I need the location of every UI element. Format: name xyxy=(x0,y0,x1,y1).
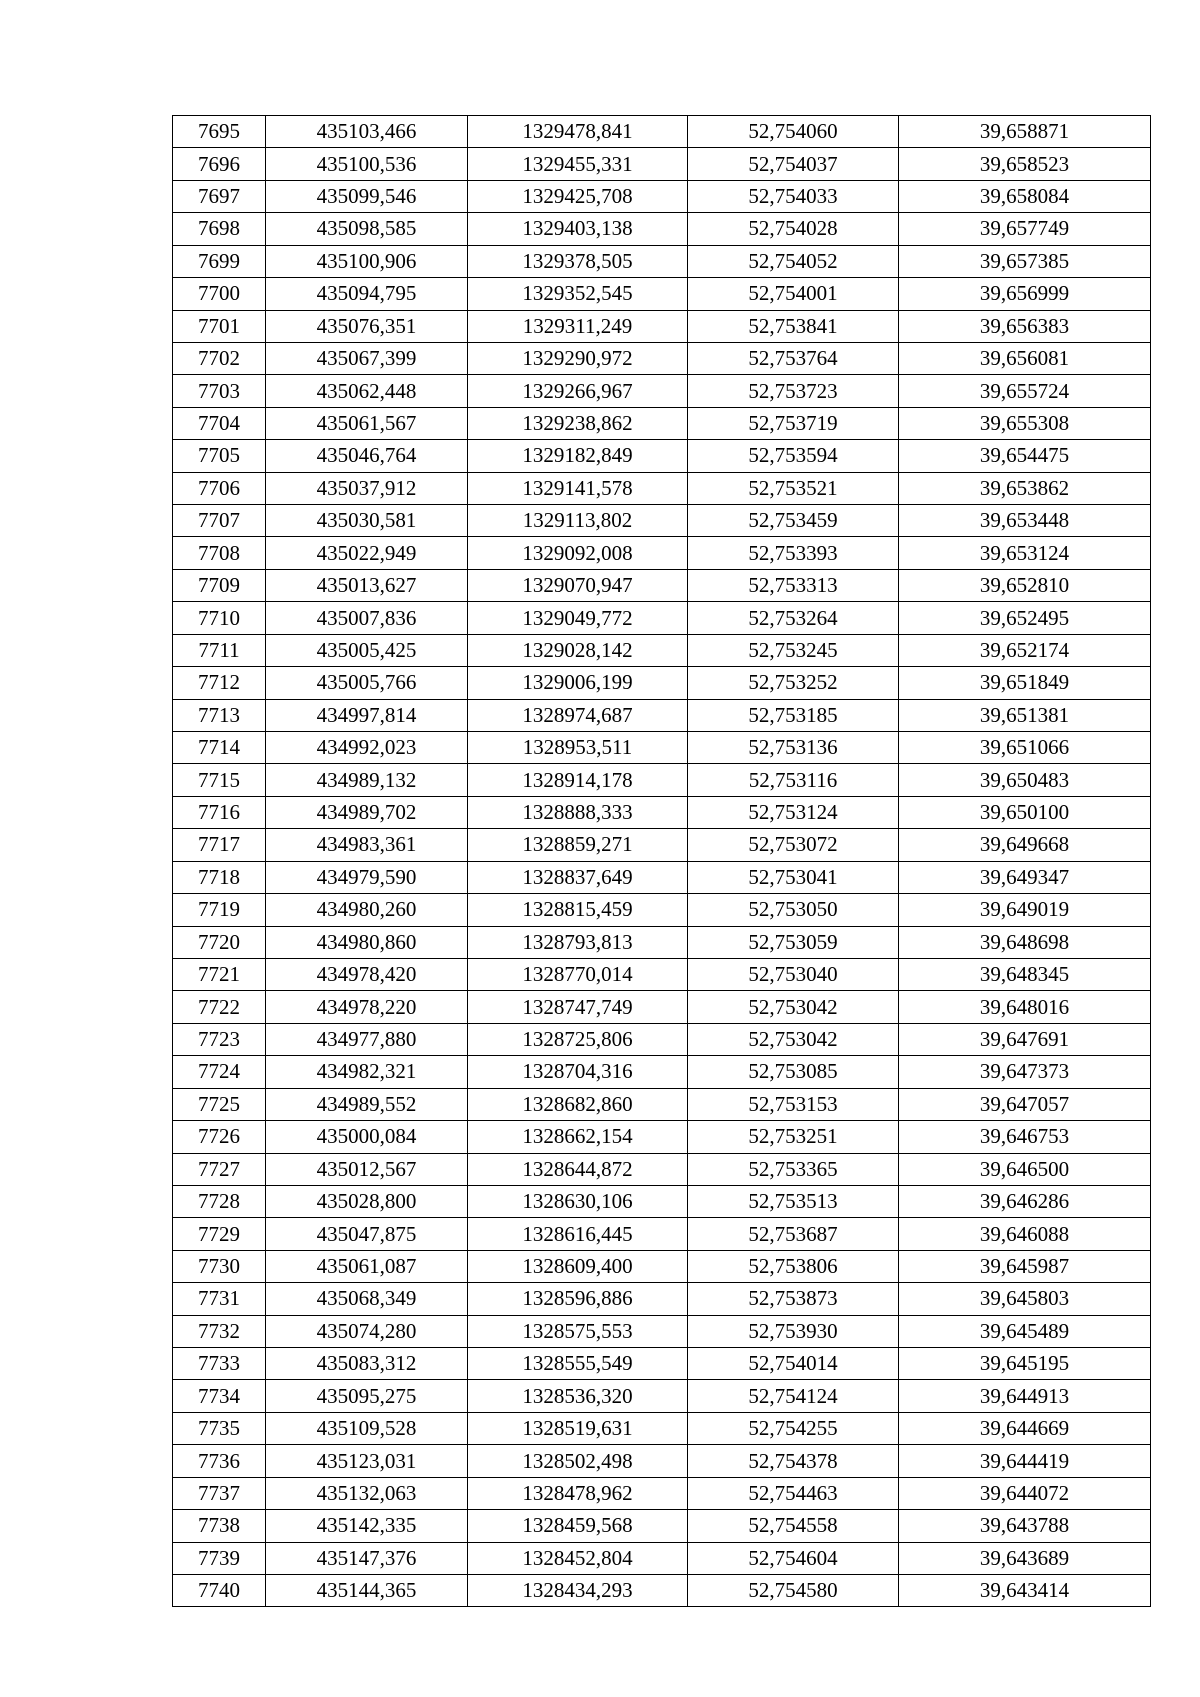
y-coordinate-cell: 1328519,631 xyxy=(468,1412,688,1444)
table-row xyxy=(173,796,1151,828)
longitude-cell: 39,657749 xyxy=(899,213,1151,245)
point-number-cell: 7714 xyxy=(173,732,266,764)
y-coordinate-cell: 1329378,505 xyxy=(468,245,688,277)
y-coordinate-cell: 1328555,549 xyxy=(468,1348,688,1380)
latitude-cell: 52,753041 xyxy=(688,861,899,893)
latitude-cell: 52,753264 xyxy=(688,602,899,634)
y-coordinate-cell: 1328452,804 xyxy=(468,1542,688,1574)
y-coordinate-cell: 1328747,749 xyxy=(468,991,688,1023)
y-coordinate-cell: 1328793,813 xyxy=(468,926,688,958)
x-coordinate-cell: 435005,425 xyxy=(266,634,468,666)
point-number-cell: 7740 xyxy=(173,1574,266,1606)
latitude-cell: 52,754124 xyxy=(688,1380,899,1412)
point-number-cell: 7729 xyxy=(173,1218,266,1250)
table-row xyxy=(173,602,1151,634)
x-coordinate-cell: 434982,321 xyxy=(266,1056,468,1088)
point-number-cell: 7701 xyxy=(173,310,266,342)
table-row xyxy=(173,1510,1151,1542)
longitude-cell: 39,648345 xyxy=(899,958,1151,990)
longitude-cell: 39,653862 xyxy=(899,472,1151,504)
point-number-cell: 7733 xyxy=(173,1348,266,1380)
x-coordinate-cell: 435094,795 xyxy=(266,278,468,310)
y-coordinate-cell: 1328662,154 xyxy=(468,1121,688,1153)
longitude-cell: 39,653124 xyxy=(899,537,1151,569)
longitude-cell: 39,648016 xyxy=(899,991,1151,1023)
latitude-cell: 52,753393 xyxy=(688,537,899,569)
x-coordinate-cell: 434983,361 xyxy=(266,829,468,861)
y-coordinate-cell: 1329182,849 xyxy=(468,440,688,472)
longitude-cell: 39,647373 xyxy=(899,1056,1151,1088)
longitude-cell: 39,658084 xyxy=(899,180,1151,212)
longitude-cell: 39,645489 xyxy=(899,1315,1151,1347)
latitude-cell: 52,753251 xyxy=(688,1121,899,1153)
longitude-cell: 39,656383 xyxy=(899,310,1151,342)
latitude-cell: 52,754037 xyxy=(688,148,899,180)
latitude-cell: 52,753040 xyxy=(688,958,899,990)
latitude-cell: 52,753806 xyxy=(688,1250,899,1282)
point-number-cell: 7709 xyxy=(173,569,266,601)
point-number-cell: 7700 xyxy=(173,278,266,310)
latitude-cell: 52,753513 xyxy=(688,1185,899,1217)
point-number-cell: 7739 xyxy=(173,1542,266,1574)
x-coordinate-cell: 435109,528 xyxy=(266,1412,468,1444)
latitude-cell: 52,753059 xyxy=(688,926,899,958)
latitude-cell: 52,753072 xyxy=(688,829,899,861)
table-row xyxy=(173,829,1151,861)
point-number-cell: 7706 xyxy=(173,472,266,504)
table-row xyxy=(173,310,1151,342)
table-row xyxy=(173,1153,1151,1185)
longitude-cell: 39,645803 xyxy=(899,1283,1151,1315)
point-number-cell: 7698 xyxy=(173,213,266,245)
x-coordinate-cell: 435099,546 xyxy=(266,180,468,212)
longitude-cell: 39,643414 xyxy=(899,1574,1151,1606)
latitude-cell: 52,753085 xyxy=(688,1056,899,1088)
latitude-cell: 52,754604 xyxy=(688,1542,899,1574)
x-coordinate-cell: 435098,585 xyxy=(266,213,468,245)
y-coordinate-cell: 1329478,841 xyxy=(468,116,688,148)
table-row xyxy=(173,699,1151,731)
table-row xyxy=(173,991,1151,1023)
latitude-cell: 52,753687 xyxy=(688,1218,899,1250)
table-row xyxy=(173,1121,1151,1153)
x-coordinate-cell: 434989,132 xyxy=(266,764,468,796)
point-number-cell: 7737 xyxy=(173,1477,266,1509)
x-coordinate-cell: 435142,335 xyxy=(266,1510,468,1542)
point-number-cell: 7699 xyxy=(173,245,266,277)
y-coordinate-cell: 1329049,772 xyxy=(468,602,688,634)
latitude-cell: 52,753723 xyxy=(688,375,899,407)
point-number-cell: 7730 xyxy=(173,1250,266,1282)
y-coordinate-cell: 1329425,708 xyxy=(468,180,688,212)
x-coordinate-cell: 435074,280 xyxy=(266,1315,468,1347)
x-coordinate-cell: 435005,766 xyxy=(266,667,468,699)
latitude-cell: 52,754052 xyxy=(688,245,899,277)
x-coordinate-cell: 435076,351 xyxy=(266,310,468,342)
y-coordinate-cell: 1329006,199 xyxy=(468,667,688,699)
table-row xyxy=(173,148,1151,180)
y-coordinate-cell: 1328609,400 xyxy=(468,1250,688,1282)
x-coordinate-cell: 434989,552 xyxy=(266,1088,468,1120)
y-coordinate-cell: 1328575,553 xyxy=(468,1315,688,1347)
x-coordinate-cell: 435007,836 xyxy=(266,602,468,634)
point-number-cell: 7727 xyxy=(173,1153,266,1185)
point-number-cell: 7738 xyxy=(173,1510,266,1542)
y-coordinate-cell: 1329028,142 xyxy=(468,634,688,666)
longitude-cell: 39,647057 xyxy=(899,1088,1151,1120)
x-coordinate-cell: 434978,420 xyxy=(266,958,468,990)
table-row xyxy=(173,1218,1151,1250)
point-number-cell: 7720 xyxy=(173,926,266,958)
point-number-cell: 7716 xyxy=(173,796,266,828)
x-coordinate-cell: 435144,365 xyxy=(266,1574,468,1606)
longitude-cell: 39,652174 xyxy=(899,634,1151,666)
point-number-cell: 7718 xyxy=(173,861,266,893)
table-row xyxy=(173,764,1151,796)
longitude-cell: 39,645195 xyxy=(899,1348,1151,1380)
longitude-cell: 39,650100 xyxy=(899,796,1151,828)
x-coordinate-cell: 435061,087 xyxy=(266,1250,468,1282)
latitude-cell: 52,753124 xyxy=(688,796,899,828)
longitude-cell: 39,658871 xyxy=(899,116,1151,148)
table-row xyxy=(173,342,1151,374)
y-coordinate-cell: 1328953,511 xyxy=(468,732,688,764)
y-coordinate-cell: 1328630,106 xyxy=(468,1185,688,1217)
x-coordinate-cell: 435000,084 xyxy=(266,1121,468,1153)
table-row xyxy=(173,537,1151,569)
latitude-cell: 52,753116 xyxy=(688,764,899,796)
y-coordinate-cell: 1329290,972 xyxy=(468,342,688,374)
point-number-cell: 7731 xyxy=(173,1283,266,1315)
point-number-cell: 7708 xyxy=(173,537,266,569)
longitude-cell: 39,644419 xyxy=(899,1445,1151,1477)
x-coordinate-cell: 435103,466 xyxy=(266,116,468,148)
longitude-cell: 39,657385 xyxy=(899,245,1151,277)
x-coordinate-cell: 435037,912 xyxy=(266,472,468,504)
longitude-cell: 39,651066 xyxy=(899,732,1151,764)
latitude-cell: 52,753521 xyxy=(688,472,899,504)
longitude-cell: 39,649668 xyxy=(899,829,1151,861)
y-coordinate-cell: 1328536,320 xyxy=(468,1380,688,1412)
x-coordinate-cell: 435100,536 xyxy=(266,148,468,180)
point-number-cell: 7711 xyxy=(173,634,266,666)
latitude-cell: 52,753042 xyxy=(688,991,899,1023)
point-number-cell: 7717 xyxy=(173,829,266,861)
longitude-cell: 39,656999 xyxy=(899,278,1151,310)
x-coordinate-cell: 435030,581 xyxy=(266,505,468,537)
latitude-cell: 52,753873 xyxy=(688,1283,899,1315)
latitude-cell: 52,753930 xyxy=(688,1315,899,1347)
x-coordinate-cell: 435028,800 xyxy=(266,1185,468,1217)
y-coordinate-cell: 1328770,014 xyxy=(468,958,688,990)
table-row xyxy=(173,116,1151,148)
longitude-cell: 39,656081 xyxy=(899,342,1151,374)
latitude-cell: 52,754255 xyxy=(688,1412,899,1444)
point-number-cell: 7710 xyxy=(173,602,266,634)
point-number-cell: 7723 xyxy=(173,1023,266,1055)
y-coordinate-cell: 1329403,138 xyxy=(468,213,688,245)
y-coordinate-cell: 1329092,008 xyxy=(468,537,688,569)
longitude-cell: 39,649347 xyxy=(899,861,1151,893)
latitude-cell: 52,753764 xyxy=(688,342,899,374)
x-coordinate-cell: 434980,260 xyxy=(266,894,468,926)
table-row xyxy=(173,472,1151,504)
y-coordinate-cell: 1328478,962 xyxy=(468,1477,688,1509)
point-number-cell: 7725 xyxy=(173,1088,266,1120)
longitude-cell: 39,652495 xyxy=(899,602,1151,634)
x-coordinate-cell: 434989,702 xyxy=(266,796,468,828)
table-row xyxy=(173,732,1151,764)
y-coordinate-cell: 1328502,498 xyxy=(468,1445,688,1477)
x-coordinate-cell: 435147,376 xyxy=(266,1542,468,1574)
y-coordinate-cell: 1328644,872 xyxy=(468,1153,688,1185)
latitude-cell: 52,754580 xyxy=(688,1574,899,1606)
y-coordinate-cell: 1329266,967 xyxy=(468,375,688,407)
point-number-cell: 7707 xyxy=(173,505,266,537)
table-row xyxy=(173,1023,1151,1055)
longitude-cell: 39,655724 xyxy=(899,375,1151,407)
latitude-cell: 52,753185 xyxy=(688,699,899,731)
point-number-cell: 7735 xyxy=(173,1412,266,1444)
y-coordinate-cell: 1328725,806 xyxy=(468,1023,688,1055)
longitude-cell: 39,644072 xyxy=(899,1477,1151,1509)
point-number-cell: 7715 xyxy=(173,764,266,796)
table-row xyxy=(173,440,1151,472)
point-number-cell: 7722 xyxy=(173,991,266,1023)
y-coordinate-cell: 1328974,687 xyxy=(468,699,688,731)
table-row xyxy=(173,1185,1151,1217)
latitude-cell: 52,753252 xyxy=(688,667,899,699)
latitude-cell: 52,754378 xyxy=(688,1445,899,1477)
longitude-cell: 39,653448 xyxy=(899,505,1151,537)
x-coordinate-cell: 435062,448 xyxy=(266,375,468,407)
longitude-cell: 39,651849 xyxy=(899,667,1151,699)
y-coordinate-cell: 1328914,178 xyxy=(468,764,688,796)
point-number-cell: 7704 xyxy=(173,407,266,439)
longitude-cell: 39,658523 xyxy=(899,148,1151,180)
longitude-cell: 39,652810 xyxy=(899,569,1151,601)
x-coordinate-cell: 435123,031 xyxy=(266,1445,468,1477)
x-coordinate-cell: 434980,860 xyxy=(266,926,468,958)
latitude-cell: 52,753136 xyxy=(688,732,899,764)
latitude-cell: 52,754060 xyxy=(688,116,899,148)
latitude-cell: 52,753153 xyxy=(688,1088,899,1120)
table-row xyxy=(173,1250,1151,1282)
table-row xyxy=(173,894,1151,926)
longitude-cell: 39,648698 xyxy=(899,926,1151,958)
latitude-cell: 52,754033 xyxy=(688,180,899,212)
coordinates-table-body xyxy=(173,116,1151,1607)
y-coordinate-cell: 1329238,862 xyxy=(468,407,688,439)
point-number-cell: 7697 xyxy=(173,180,266,212)
longitude-cell: 39,646500 xyxy=(899,1153,1151,1185)
y-coordinate-cell: 1329141,578 xyxy=(468,472,688,504)
point-number-cell: 7719 xyxy=(173,894,266,926)
x-coordinate-cell: 435095,275 xyxy=(266,1380,468,1412)
table-row xyxy=(173,634,1151,666)
latitude-cell: 52,753050 xyxy=(688,894,899,926)
table-row xyxy=(173,1380,1151,1412)
table-row xyxy=(173,245,1151,277)
point-number-cell: 7712 xyxy=(173,667,266,699)
x-coordinate-cell: 434979,590 xyxy=(266,861,468,893)
x-coordinate-cell: 435047,875 xyxy=(266,1218,468,1250)
x-coordinate-cell: 435132,063 xyxy=(266,1477,468,1509)
latitude-cell: 52,753594 xyxy=(688,440,899,472)
y-coordinate-cell: 1328888,333 xyxy=(468,796,688,828)
y-coordinate-cell: 1328616,445 xyxy=(468,1218,688,1250)
longitude-cell: 39,647691 xyxy=(899,1023,1151,1055)
y-coordinate-cell: 1328459,568 xyxy=(468,1510,688,1542)
point-number-cell: 7736 xyxy=(173,1445,266,1477)
latitude-cell: 52,753313 xyxy=(688,569,899,601)
longitude-cell: 39,643788 xyxy=(899,1510,1151,1542)
table-row xyxy=(173,667,1151,699)
longitude-cell: 39,643689 xyxy=(899,1542,1151,1574)
table-row xyxy=(173,861,1151,893)
x-coordinate-cell: 435046,764 xyxy=(266,440,468,472)
longitude-cell: 39,646286 xyxy=(899,1185,1151,1217)
table-row xyxy=(173,1574,1151,1606)
x-coordinate-cell: 434977,880 xyxy=(266,1023,468,1055)
y-coordinate-cell: 1329352,545 xyxy=(468,278,688,310)
x-coordinate-cell: 434997,814 xyxy=(266,699,468,731)
table-row xyxy=(173,1283,1151,1315)
x-coordinate-cell: 435083,312 xyxy=(266,1348,468,1380)
point-number-cell: 7702 xyxy=(173,342,266,374)
table-row xyxy=(173,1348,1151,1380)
y-coordinate-cell: 1329311,249 xyxy=(468,310,688,342)
latitude-cell: 52,753841 xyxy=(688,310,899,342)
x-coordinate-cell: 435100,906 xyxy=(266,245,468,277)
longitude-cell: 39,651381 xyxy=(899,699,1151,731)
x-coordinate-cell: 435012,567 xyxy=(266,1153,468,1185)
longitude-cell: 39,646753 xyxy=(899,1121,1151,1153)
table-row xyxy=(173,1412,1151,1444)
longitude-cell: 39,646088 xyxy=(899,1218,1151,1250)
table-row xyxy=(173,569,1151,601)
y-coordinate-cell: 1328704,316 xyxy=(468,1056,688,1088)
longitude-cell: 39,645987 xyxy=(899,1250,1151,1282)
x-coordinate-cell: 435068,349 xyxy=(266,1283,468,1315)
table-row xyxy=(173,1315,1151,1347)
table-row xyxy=(173,1542,1151,1574)
latitude-cell: 52,754558 xyxy=(688,1510,899,1542)
table-row xyxy=(173,505,1151,537)
table-row xyxy=(173,1056,1151,1088)
table-row xyxy=(173,407,1151,439)
longitude-cell: 39,649019 xyxy=(899,894,1151,926)
latitude-cell: 52,753459 xyxy=(688,505,899,537)
longitude-cell: 39,644669 xyxy=(899,1412,1151,1444)
x-coordinate-cell: 435061,567 xyxy=(266,407,468,439)
table-row xyxy=(173,926,1151,958)
table-row xyxy=(173,1088,1151,1120)
point-number-cell: 7721 xyxy=(173,958,266,990)
latitude-cell: 52,754014 xyxy=(688,1348,899,1380)
table-row xyxy=(173,958,1151,990)
point-number-cell: 7713 xyxy=(173,699,266,731)
point-number-cell: 7732 xyxy=(173,1315,266,1347)
point-number-cell: 7726 xyxy=(173,1121,266,1153)
y-coordinate-cell: 1328596,886 xyxy=(468,1283,688,1315)
table-row xyxy=(173,278,1151,310)
x-coordinate-cell: 435022,949 xyxy=(266,537,468,569)
x-coordinate-cell: 434978,220 xyxy=(266,991,468,1023)
point-number-cell: 7695 xyxy=(173,116,266,148)
latitude-cell: 52,753365 xyxy=(688,1153,899,1185)
point-number-cell: 7705 xyxy=(173,440,266,472)
latitude-cell: 52,754463 xyxy=(688,1477,899,1509)
table-row xyxy=(173,213,1151,245)
latitude-cell: 52,754028 xyxy=(688,213,899,245)
y-coordinate-cell: 1328859,271 xyxy=(468,829,688,861)
point-number-cell: 7703 xyxy=(173,375,266,407)
longitude-cell: 39,654475 xyxy=(899,440,1151,472)
x-coordinate-cell: 435067,399 xyxy=(266,342,468,374)
point-number-cell: 7734 xyxy=(173,1380,266,1412)
table-row xyxy=(173,1477,1151,1509)
latitude-cell: 52,753245 xyxy=(688,634,899,666)
y-coordinate-cell: 1329113,802 xyxy=(468,505,688,537)
y-coordinate-cell: 1328815,459 xyxy=(468,894,688,926)
latitude-cell: 52,753042 xyxy=(688,1023,899,1055)
point-number-cell: 7728 xyxy=(173,1185,266,1217)
y-coordinate-cell: 1329455,331 xyxy=(468,148,688,180)
y-coordinate-cell: 1328682,860 xyxy=(468,1088,688,1120)
y-coordinate-cell: 1328434,293 xyxy=(468,1574,688,1606)
y-coordinate-cell: 1329070,947 xyxy=(468,569,688,601)
point-number-cell: 7724 xyxy=(173,1056,266,1088)
latitude-cell: 52,754001 xyxy=(688,278,899,310)
table-row xyxy=(173,375,1151,407)
latitude-cell: 52,753719 xyxy=(688,407,899,439)
longitude-cell: 39,650483 xyxy=(899,764,1151,796)
x-coordinate-cell: 434992,023 xyxy=(266,732,468,764)
table-row xyxy=(173,180,1151,212)
x-coordinate-cell: 435013,627 xyxy=(266,569,468,601)
point-number-cell: 7696 xyxy=(173,148,266,180)
table-row xyxy=(173,1445,1151,1477)
longitude-cell: 39,655308 xyxy=(899,407,1151,439)
coordinates-table xyxy=(172,115,1151,1607)
longitude-cell: 39,644913 xyxy=(899,1380,1151,1412)
y-coordinate-cell: 1328837,649 xyxy=(468,861,688,893)
